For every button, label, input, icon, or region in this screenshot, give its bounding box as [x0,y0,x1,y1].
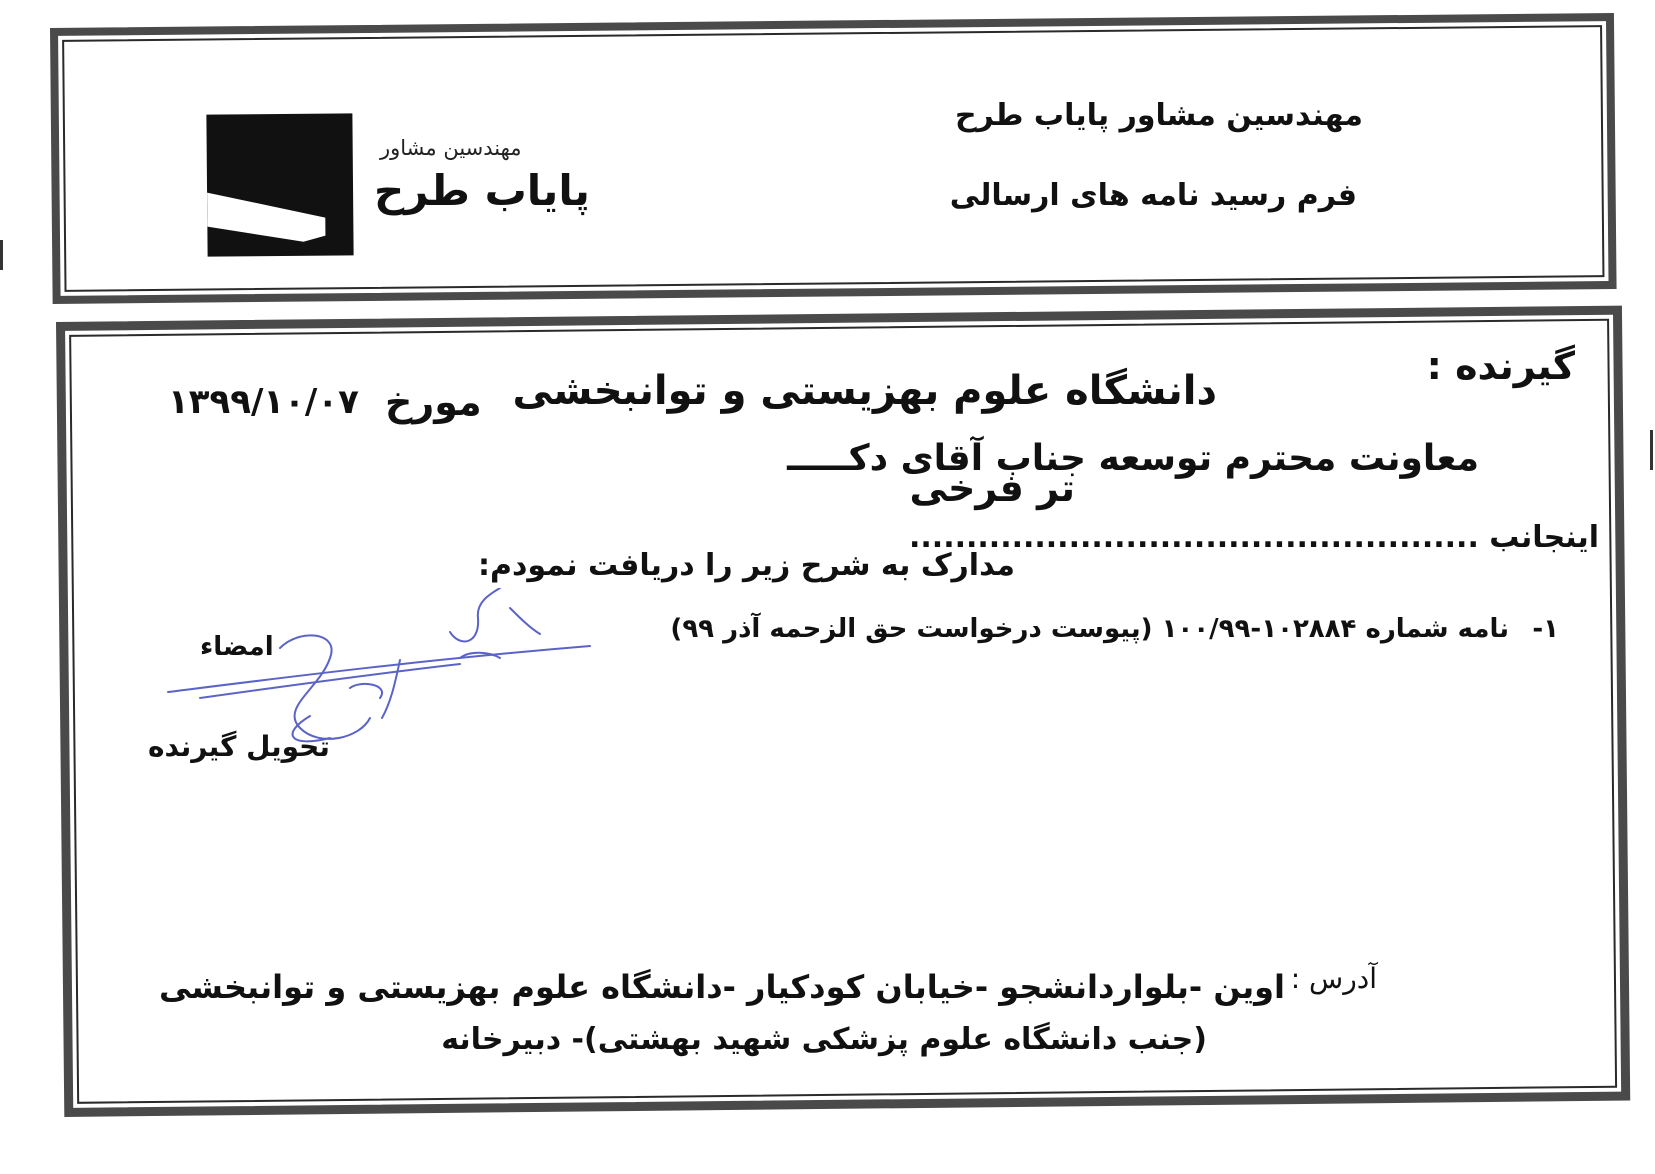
address-line-1: اوین -بلواردانشجو -خیابان کودکیار -دانشگاه علوم بهزیستی و توانبخشی [159,968,1285,1006]
company-name: مهندسین مشاور پایاب طرح [954,98,1363,133]
form-title: فرم رسید نامه های ارسالی [949,178,1357,213]
sign-label: امضاء [200,632,274,662]
scan-artifact [1650,430,1653,470]
intro-line-2: مدارک به شرح زیر را دریافت نمودم: [478,548,1015,583]
recipient-label: گیرنده : [1426,344,1575,388]
handwritten-signature [160,588,600,758]
intro-line-1: اینجانب .................................................. [909,520,1599,555]
item-number: -۱ [1532,614,1559,644]
logo-subtitle: مهندسین مشاور [380,136,522,160]
scan-artifact [0,240,3,270]
date-value: ۱۳۹۹/۱۰/۰۷ [168,382,359,422]
item-text: نامه شماره ۱۰۲۸۸۴-۱۰۰/۹۹ (پیوست درخواست حق الزحمه آذر ۹۹) [670,614,1509,644]
logo-mark-icon [206,113,353,256]
logo-name: پایاب طرح [374,166,590,215]
addressee-line-2: تر فرخی [909,466,1075,510]
address-label: آدرس : [1290,962,1377,995]
company-logo [206,113,353,256]
addressee-line-1: معاونت محترم توسعه جناب آقای دکـــــ [787,438,1479,479]
receiver-label: تحویل گیرنده [148,730,330,763]
date-label: مورخ [385,380,482,424]
address-line-2: (جنب دانشگاه علوم پزشکی شهید بهشتی)- دبیرخانه [441,1022,1207,1057]
recipient-value: دانشگاه علوم بهزیستی و توانبخشی [512,368,1217,414]
